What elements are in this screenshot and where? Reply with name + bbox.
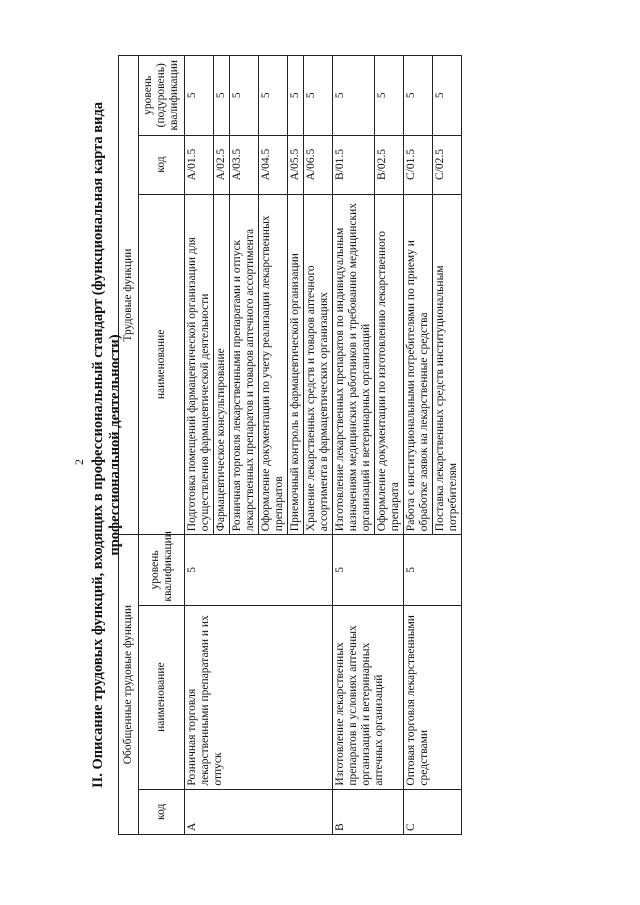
- header-sublevel: уровень (подуровень) квалификации: [139, 56, 185, 136]
- function-level: 5: [288, 56, 304, 136]
- function-code: A/03.5: [230, 135, 259, 194]
- function-level: 5: [230, 56, 259, 136]
- function-level: 5: [304, 56, 333, 136]
- title-line-1: II. Описание трудовых функций, входящих в профессиональный стандарт (функциональная карта вида: [90, 101, 106, 789]
- group-level: 5: [185, 535, 333, 605]
- function-code: B/01.5: [333, 135, 375, 194]
- function-code: C/01.5: [404, 135, 433, 194]
- function-level: 5: [214, 56, 230, 136]
- group-code: C: [404, 789, 462, 834]
- group-level: 5: [333, 535, 404, 605]
- page-number: 2: [72, 459, 86, 465]
- group-name: Изготовление лекарственных препаратов в условиях аптечных организаций и ветеринарных аптечных организаций: [333, 605, 404, 789]
- function-name: Хранение лекарственных средств и товаров аптечного ассортимента в фармацевтических организациях: [304, 194, 333, 535]
- function-name: Розничная торговля лекарственными препаратами и отпуск лекарственных препаратов и товаров аптечного ассортимента: [230, 194, 259, 535]
- header-generalized: Обобщенные трудовые функции: [119, 535, 139, 835]
- function-level: 5: [404, 56, 433, 136]
- function-map-table: [118, 55, 462, 835]
- function-code: A/05.5: [288, 135, 304, 194]
- header-name-2: наименование: [139, 194, 185, 535]
- header-labor: Трудовые функции: [119, 56, 139, 535]
- function-level: 5: [375, 56, 404, 136]
- function-level: 5: [333, 56, 375, 136]
- function-level: 5: [185, 56, 214, 136]
- table-row: [333, 56, 375, 835]
- group-level: 5: [404, 535, 462, 605]
- table-row: [404, 56, 433, 835]
- header-row-2: [139, 56, 185, 835]
- table-row: [185, 56, 214, 835]
- function-level: 5: [259, 56, 288, 136]
- function-name: Работа с институциональными потребителями по приему и обработке заявок на лекарственные средства: [404, 194, 433, 535]
- function-name: Изготовление лекарственных препаратов по индивидуальным назначениям медицинских работников и требованию медицинских организаций и ветеринарных организаций: [333, 194, 375, 535]
- function-name: Приемочный контроль в фармацевтической организации: [288, 194, 304, 535]
- function-code: A/02.5: [214, 135, 230, 194]
- function-name: Поставка лекарственных средств институциональным потребителям: [433, 194, 462, 535]
- function-name: Подготовка помещений фармацевтической организации для осуществления фармацевтической деятельности: [185, 194, 214, 535]
- function-name: Фармацевтическое консультирование: [214, 194, 230, 535]
- group-code: A: [185, 789, 333, 834]
- function-level: 5: [433, 56, 462, 136]
- function-code: A/01.5: [185, 135, 214, 194]
- group-name: Розничная торговля лекарственными препаратами и их отпуск: [185, 605, 333, 789]
- header-row-1: [119, 56, 139, 835]
- header-code: код: [139, 789, 185, 834]
- function-code: A/04.5: [259, 135, 288, 194]
- function-code: C/02.5: [433, 135, 462, 194]
- group-code: B: [333, 789, 404, 834]
- function-name: Оформление документации по учету реализации лекарственных препаратов: [259, 194, 288, 535]
- header-code-2: код: [139, 135, 185, 194]
- function-name: Оформление документации по изготовлению лекарственного препарата: [375, 194, 404, 535]
- group-name: Оптовая торговля лекарственными средствами: [404, 605, 462, 789]
- header-level: уровень квалификации: [139, 535, 185, 605]
- function-code: B/02.5: [375, 135, 404, 194]
- function-code: A/06.5: [304, 135, 333, 194]
- title-line-2: профессиональной деятельности): [107, 334, 123, 556]
- header-name: наименование: [139, 605, 185, 789]
